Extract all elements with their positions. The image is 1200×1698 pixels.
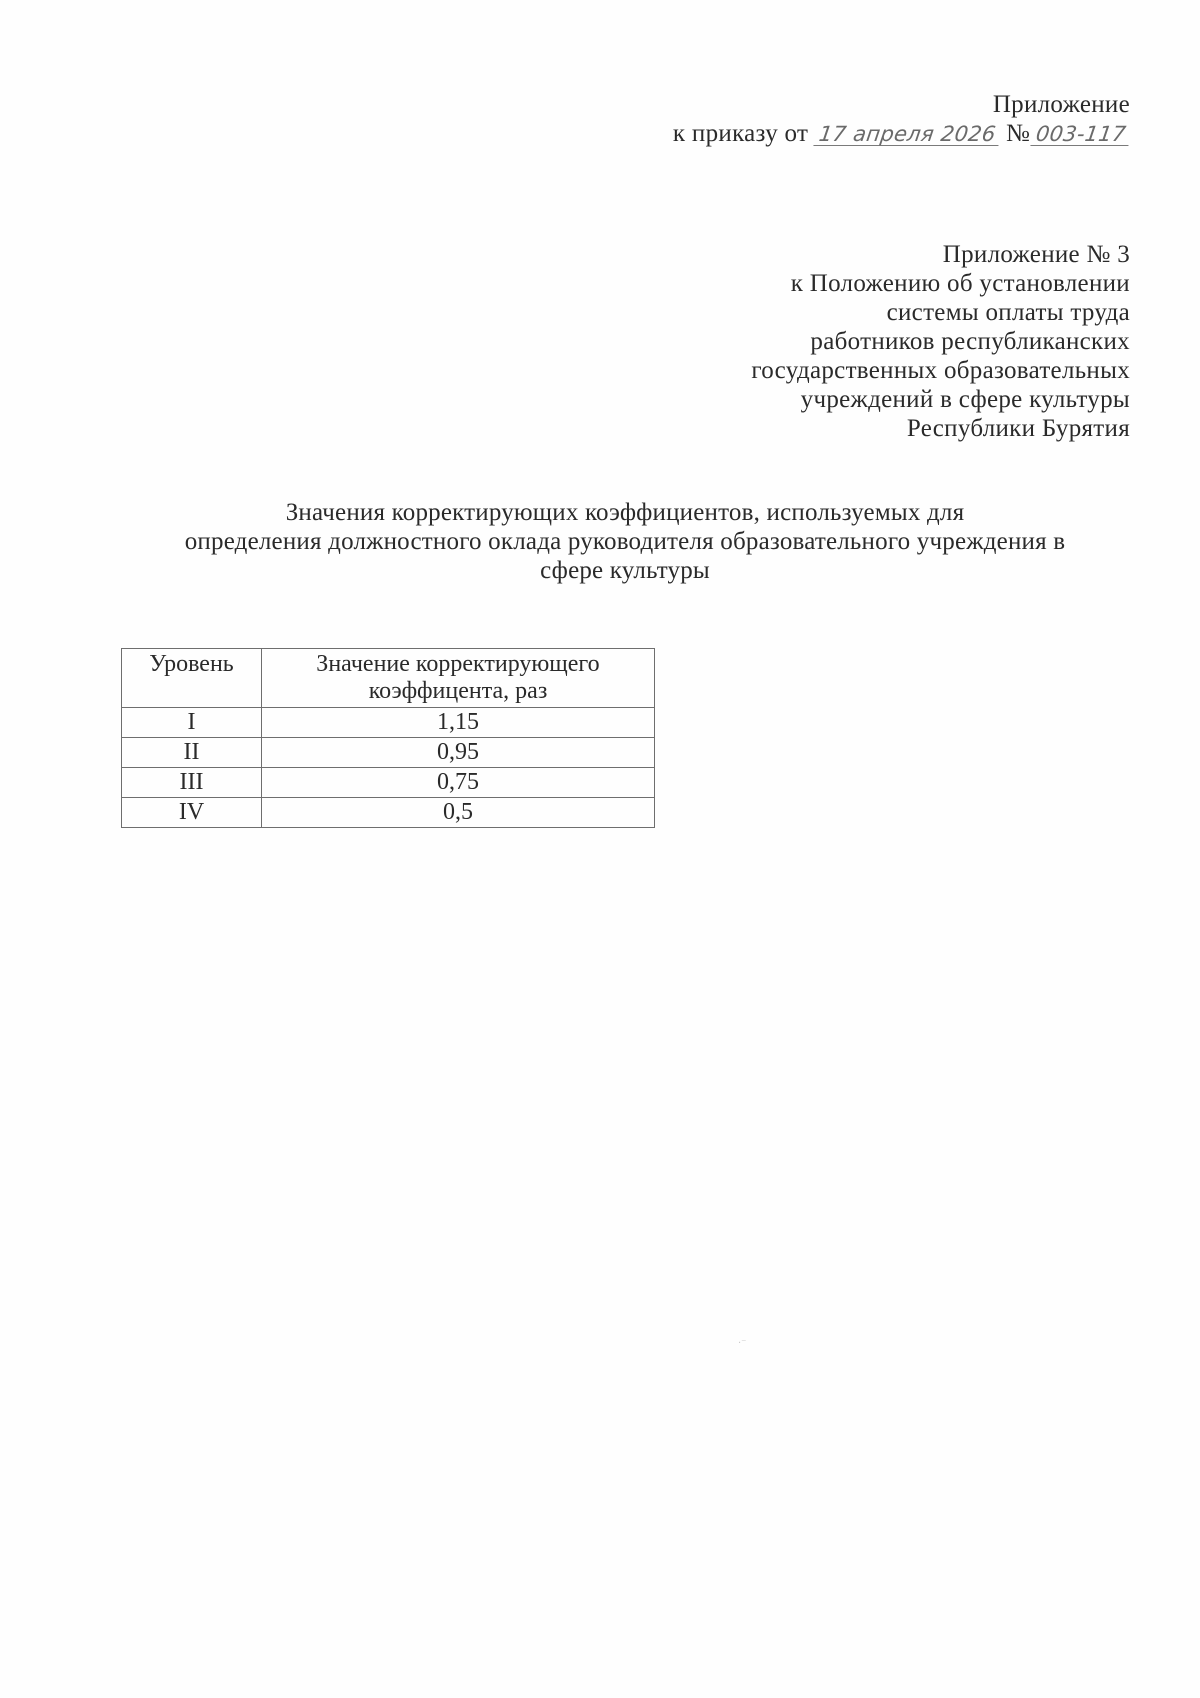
level-cell: IV: [122, 798, 262, 828]
appendix-line: государственных образовательных: [751, 357, 1130, 384]
table-row: [122, 738, 655, 768]
number-sign: №: [1006, 120, 1031, 147]
scan-speck: ·⁻: [738, 1338, 747, 1349]
coefficient-cell: 0,5: [262, 798, 655, 828]
order-title: Приложение: [992, 91, 1130, 118]
appendix-reference: [751, 240, 1130, 443]
order-line: [673, 119, 1130, 148]
heading-line: сфере культуры: [540, 557, 710, 584]
level-cell: II: [122, 738, 262, 768]
table-row: [122, 768, 655, 798]
level-cell: III: [122, 768, 262, 798]
table-row: [122, 708, 655, 738]
appendix-line: к Положению об установлении: [790, 270, 1130, 297]
level-cell: I: [122, 708, 262, 738]
order-prefix: к приказу от: [672, 120, 809, 147]
appendix-line: системы оплаты труда: [886, 299, 1130, 326]
appendix-line: Республики Бурятия: [906, 415, 1130, 442]
appendix-line: учреждений в сфере культуры: [800, 386, 1130, 413]
handwritten-number: 003-117: [1031, 123, 1132, 146]
handwritten-date: 17 апреля 2026: [813, 123, 1001, 146]
column-header-coefficient: Значение корректирующего коэффицента, раз: [262, 649, 655, 708]
heading-line: определения должностного оклада руководителя образовательного учреждения в: [184, 528, 1066, 555]
appendix-line: Приложение № 3: [942, 241, 1130, 268]
coefficients-table: [121, 648, 655, 828]
coefficient-cell: 0,75: [262, 768, 655, 798]
order-reference: [673, 90, 1130, 148]
appendix-line: работников республиканских: [810, 328, 1130, 355]
coefficient-cell: 1,15: [262, 708, 655, 738]
column-header-level: Уровень: [122, 649, 262, 708]
table-row: [122, 798, 655, 828]
heading-line: Значения корректирующих коэффициентов, используемых для: [285, 499, 965, 526]
coefficient-cell: 0,95: [262, 738, 655, 768]
table-header-row: [122, 649, 655, 708]
document-heading: [120, 498, 1130, 585]
